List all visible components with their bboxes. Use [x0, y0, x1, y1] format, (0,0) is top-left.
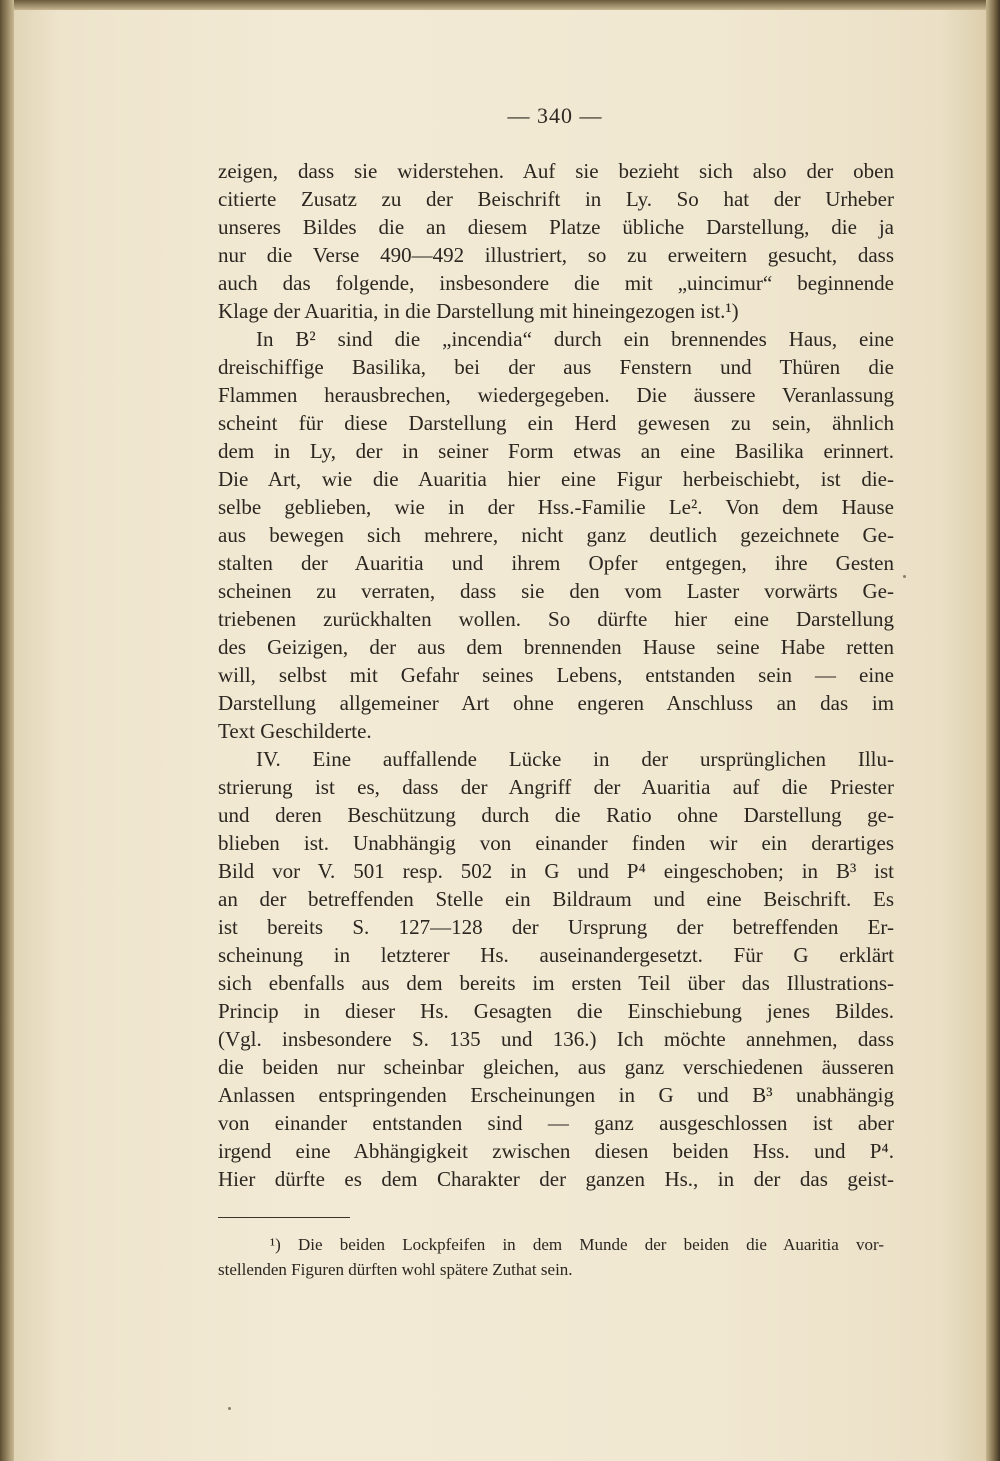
text-line: will, selbst mit Gefahr seines Lebens, entstanden sein — eine	[218, 663, 894, 687]
body-text	[218, 157, 894, 1193]
text-line: scheinung in letzterer Hs. auseinandergesetzt. Für G erklärt	[218, 943, 894, 967]
text-line: In B² sind die „incendia“ durch ein brennendes Haus, eine	[256, 327, 894, 351]
text-line: triebenen zurückhalten wollen. So dürfte hier eine Darstellung	[218, 607, 894, 631]
page-left-edge	[0, 0, 14, 1461]
footnote-line: ¹) Die beiden Lockpfeifen in dem Munde der beiden die Auaritia vor-	[270, 1235, 884, 1254]
text-line: scheinen zu verraten, dass sie den vom Laster vorwärts Ge-	[218, 579, 894, 603]
text-line: citierte Zusatz zu der Beischrift in Ly. So hat der Urheber	[218, 187, 894, 211]
text-line: irgend eine Abhängigkeit zwischen diesen beiden Hss. und P⁴.	[218, 1139, 894, 1163]
text-line: blieben ist. Unabhängig von einander finden wir ein derartiges	[218, 831, 894, 855]
text-line: und deren Beschützung durch die Ratio ohne Darstellung ge-	[218, 803, 894, 827]
page-number: — 340 —	[507, 103, 603, 128]
text-line: IV. Eine auffallende Lücke in der ursprünglichen Illu-	[256, 747, 894, 771]
page-right-edge	[986, 0, 1000, 1461]
footnote-line: stellenden Figuren dürften wohl spätere Zuthat sein.	[218, 1260, 573, 1279]
text-line: (Vgl. insbesondere S. 135 und 136.) Ich möchte annehmen, dass	[218, 1027, 894, 1051]
paper-speck	[903, 575, 906, 578]
text-line: Flammen herausbrechen, wiedergegeben. Die äussere Veranlassung	[218, 383, 894, 407]
text-line: Darstellung allgemeiner Art ohne engeren Anschluss an das im	[218, 691, 894, 715]
text-line: scheint für diese Darstellung ein Herd gewesen zu sein, ähnlich	[218, 411, 894, 435]
text-line: dreischiffige Basilika, bei der aus Fenstern und Thüren die	[218, 355, 894, 379]
text-line: dem in Ly, der in seiner Form etwas an eine Basilika erinnert.	[218, 439, 894, 463]
text-line: stalten der Auaritia und ihrem Opfer entgegen, ihre Gesten	[218, 551, 894, 575]
text-line: Hier dürfte es dem Charakter der ganzen Hs., in der das geist-	[218, 1167, 894, 1191]
text-line: an der betreffenden Stelle ein Bildraum und eine Beischrift. Es	[218, 887, 894, 911]
text-line: Anlassen entspringenden Erscheinungen in G und B³ unabhängig	[218, 1083, 894, 1107]
text-line: zeigen, dass sie widerstehen. Auf sie bezieht sich also der oben	[218, 159, 894, 183]
text-line: auch das folgende, insbesondere die mit „uincimur“ beginnende	[218, 271, 894, 295]
footnote-separator	[218, 1217, 350, 1218]
text-line: sich ebenfalls aus dem bereits im ersten Teil über das Illustrations-	[218, 971, 894, 995]
page-top-edge	[0, 0, 1000, 10]
text-line: Text Geschilderte.	[218, 719, 372, 743]
text-line: Princip in dieser Hs. Gesagten die Einschiebung jenes Bildes.	[218, 999, 894, 1023]
footnotes	[218, 1232, 884, 1282]
text-line: des Geizigen, der aus dem brennenden Hause seine Habe retten	[218, 635, 894, 659]
text-line: selbe geblieben, wie in der Hss.-Familie Le². Von dem Hause	[218, 495, 894, 519]
text-line: Bild vor V. 501 resp. 502 in G und P⁴ eingeschoben; in B³ ist	[218, 859, 894, 883]
paper-speck	[228, 1407, 231, 1410]
text-line: aus bewegen sich mehrere, nicht ganz deutlich gezeichnete Ge-	[218, 523, 894, 547]
text-line: von einander entstanden sind — ganz ausgeschlossen ist aber	[218, 1111, 894, 1135]
text-line: die beiden nur scheinbar gleichen, aus ganz verschiedenen äusseren	[218, 1055, 894, 1079]
text-line: unseres Bildes die an diesem Platze übliche Darstellung, die ja	[218, 215, 894, 239]
text-line: nur die Verse 490—492 illustriert, so zu erweitern gesucht, dass	[218, 243, 894, 267]
text-line: strierung ist es, dass der Angriff der Auaritia auf die Priester	[218, 775, 894, 799]
text-line: Die Art, wie die Auaritia hier eine Figur herbeischiebt, ist die-	[218, 467, 894, 491]
text-line: Klage der Auaritia, in die Darstellung mit hineingezogen ist.¹)	[218, 299, 739, 323]
text-line: ist bereits S. 127—128 der Ursprung der betreffenden Er-	[218, 915, 894, 939]
